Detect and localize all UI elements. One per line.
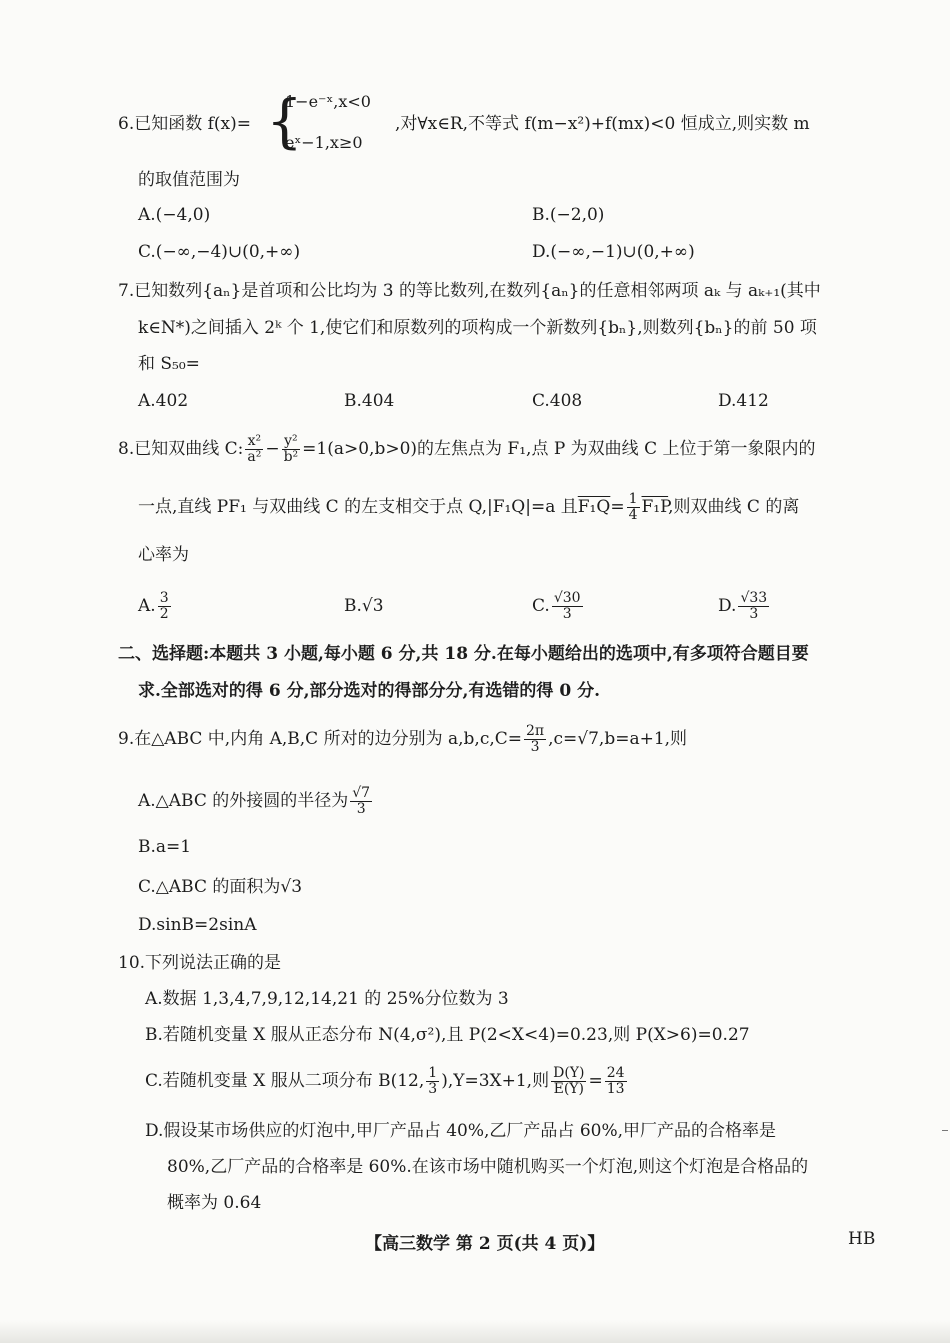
q10-option-a: A.数据 1,3,4,7,9,12,14,21 的 25%分位数为 3 [145,989,509,1009]
page-footer: 【高三数学 第 2 页(共 4 页)】 [365,1234,605,1254]
q8-prefix: 8.已知双曲线 C: [118,439,244,459]
piecewise-brace: { [266,87,303,155]
q10-option-c: C.若随机变量 X 服从二项分布 B(12, $\frac{1}{3}$ ),Y=3X+1,则 $\frac{D(Y)}{E(Y)}$ = $\frac{24}{13}$ [145,1065,625,1097]
q7-option-b: B.404 [344,391,395,411]
q8-line-1: 8.已知双曲线 C: $\frac{\text{x²}}{\text{a²}}$ − $\frac{\text{y²}}{\text{b²}}$ =1(a>0,b>0)的左焦点为 F₁,点 P 为双曲线 C 上位于第一象限内的 [118,433,816,465]
q8-option-b: B.√3 [344,596,384,616]
q7-line-3: 和 S₅₀= [138,354,200,374]
q8-option-d: D. $\frac{√33}{3}$ [718,590,768,622]
section-2-heading-line-2: 求.全部选对的得 6 分,部分选对的得部分分,有选错的得 0 分. [138,681,601,701]
vector-f1p: F₁P [641,497,669,517]
q10-stem: 10.下列说法正确的是 [118,953,282,973]
q8-line-3: 心率为 [138,545,189,565]
q7-option-d: D.412 [718,391,769,411]
q10-option-d-line-1: D.假设某市场供应的灯泡中,甲厂产品占 40%,乙厂产品占 60%,甲厂产品的合格率是 [145,1121,777,1141]
q8-line-2: 一点,直线 PF₁ 与双曲线 C 的左支相交于点 Q,|F₁Q|=a 且F₁Q= $\frac{1}{4}$ F₁P,则双曲线 C 的离 [138,491,800,523]
q10-option-b: B.若随机变量 X 服从正态分布 N(4,σ²),且 P(2<X<4)=0.23,则 P(X>6)=0.27 [145,1025,750,1045]
q6-piece-1: 1−e⁻ˣ,x<0 [285,92,371,111]
q10-option-d-line-2: 80%,乙厂产品的合格率是 60%.在该市场中随机购买一个灯泡,则这个灯泡是合格品的 [167,1157,809,1177]
q6-line-2: 的取值范围为 [138,170,240,190]
q6-option-b: B.(−2,0) [532,205,605,225]
q9-stem: 9.在△ABC 中,内角 A,B,C 所对的边分别为 a,b,c,C= $\frac{2\pi}{3}$ ,c=√7,b=a+1,则 [118,723,688,755]
q9-option-d: D.sinB=2sinA [138,915,257,935]
q7-option-c: C.408 [532,391,583,411]
q7-line-2: k∈N*)之间插入 2ᵏ 个 1,使它们和原数列的项构成一个新数列{bₙ},则数列{bₙ}的前 50 项 [138,318,817,338]
scan-shadow [0,1320,950,1343]
scan-mark [942,1130,948,1131]
q7-option-a: A.402 [138,391,189,411]
x2-over-a2-fraction: $\frac{\text{x²}}{\text{a²}}$ [247,433,262,465]
q6-piece-2: eˣ−1,x≥0 [285,133,363,152]
one-quarter-fraction: $\frac{1}{4}$ [628,491,638,523]
two-pi-over-three-fraction: $\frac{2\pi}{3}$ [526,723,545,755]
q6-prefix: 6.已知函数 f(x)= [118,114,252,134]
q8-option-a: A. $\frac{3}{2}$ [138,590,169,622]
q6-option-d: D.(−∞,−1)∪(0,+∞) [532,242,695,262]
footer-code: HB [848,1229,876,1249]
q8-suffix: =1(a>0,b>0)的左焦点为 F₁,点 P 为双曲线 C 上位于第一象限内的 [302,439,816,459]
vector-f1q: F₁Q [577,497,611,517]
y2-over-b2-fraction: $\frac{\text{y²}}{\text{b²}}$ [283,433,299,465]
q10-option-d-line-3: 概率为 0.64 [167,1193,262,1213]
q9-option-b: B.a=1 [138,837,192,857]
section-2-heading-line-1: 二、选择题:本题共 3 小题,每小题 6 分,共 18 分.在每小题给出的选项中,有多项符合题目要 [118,644,809,664]
q8-option-c: C. $\frac{√30}{3}$ [532,590,581,622]
q6-option-a: A.(−4,0) [138,205,211,225]
q7-line-1: 7.已知数列{aₙ}是首项和公比均为 3 的等比数列,在数列{aₙ}的任意相邻两项 aₖ 与 aₖ₊₁(其中 [118,281,821,301]
q9-option-c: C.△ABC 的面积为√3 [138,877,303,897]
q9-option-a: A.△ABC 的外接圆的半径为 $\frac{√7}{3}$ [138,785,371,817]
q6-suffix: ,对∀x∈R,不等式 f(m−x²)+f(mx)<0 恒成立,则实数 m [395,114,810,134]
q6-option-c: C.(−∞,−4)∪(0,+∞) [138,242,301,262]
